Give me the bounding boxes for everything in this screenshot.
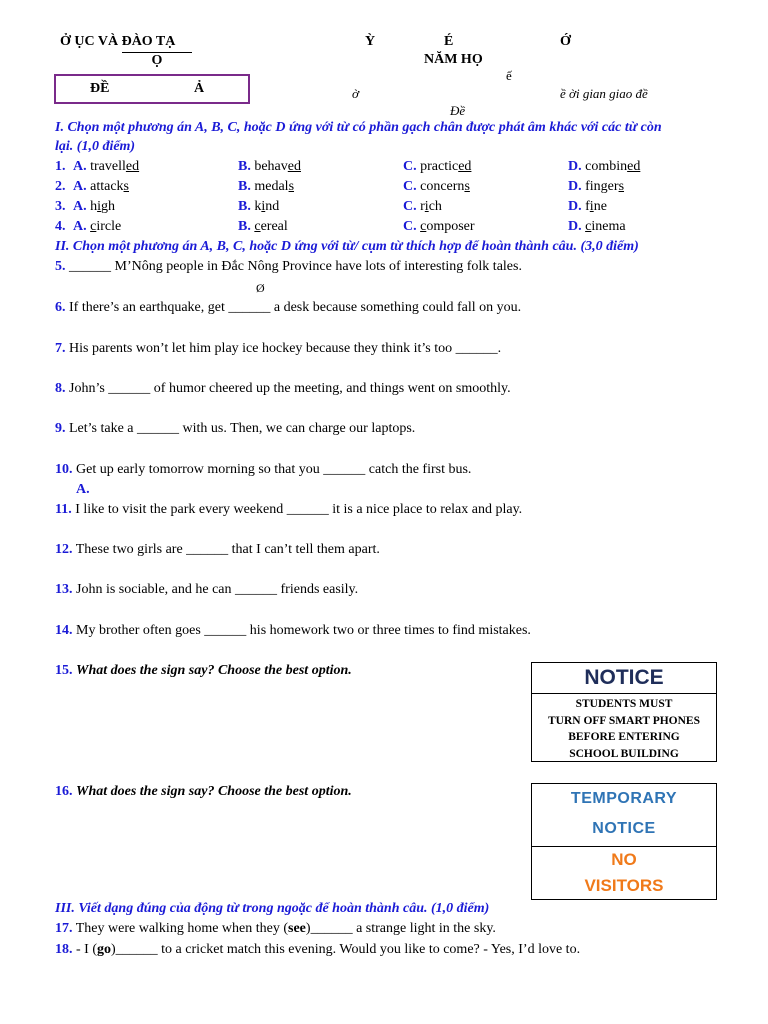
question-row bbox=[55, 542, 380, 558]
q17-post: )______ a strange light in the sky. bbox=[305, 921, 496, 936]
option-word-start: concern bbox=[420, 179, 465, 194]
option-underlined-part: s bbox=[123, 179, 129, 194]
option-underlined-part: i bbox=[424, 199, 429, 214]
question-row bbox=[55, 381, 511, 397]
question-text: My brother often goes ______ his homework two or three times to find mistakes. bbox=[76, 623, 531, 638]
option-letter: D. bbox=[568, 159, 582, 174]
option-letter: A. bbox=[73, 159, 87, 174]
option-underlined-part: i bbox=[97, 199, 102, 214]
option-underlined-part: ed bbox=[458, 159, 472, 174]
question-text: Get up early tomorrow morning so that you ______ catch the first bus. bbox=[76, 462, 472, 477]
section1-title-line2: lại. (1,0 điểm) bbox=[55, 139, 136, 154]
answer-option bbox=[73, 199, 115, 215]
answer-option bbox=[238, 199, 279, 215]
question-text: I like to visit the park every weekend ______ it is a nice place to relax and play. bbox=[75, 502, 523, 517]
header-time-b: ề ời gian giao đề bbox=[560, 86, 648, 101]
question-number: 9. bbox=[55, 421, 66, 436]
question-text: John is sociable, and he can ______ friends easily. bbox=[76, 582, 359, 597]
question-row bbox=[55, 421, 415, 437]
question-row bbox=[55, 462, 471, 478]
question-number: 10. bbox=[55, 462, 73, 477]
question-number: 5. bbox=[55, 259, 66, 274]
option-underlined-part: ed bbox=[287, 159, 301, 174]
answer-option bbox=[403, 179, 470, 195]
question-number: 2. bbox=[55, 179, 66, 194]
q18-verb: go bbox=[97, 942, 111, 957]
question-number: 14. bbox=[55, 623, 73, 638]
question-text: These two girls are ______ that I can’t tell them apart. bbox=[75, 542, 380, 557]
question-number: 8. bbox=[55, 381, 66, 396]
header-right-year: NĂM HỌ bbox=[424, 52, 483, 67]
question-row bbox=[55, 300, 521, 316]
answer-option bbox=[568, 159, 640, 175]
option-word-start: combin bbox=[585, 159, 628, 174]
q15-number: 15. bbox=[55, 663, 73, 678]
sign2-top bbox=[532, 784, 716, 847]
option-word-end: ircle bbox=[96, 219, 122, 234]
header-right-line3: ế bbox=[506, 68, 512, 83]
box-right-text: Ả bbox=[194, 81, 205, 96]
sign2-line4: VISITORS bbox=[584, 876, 664, 895]
header-right-b: É bbox=[444, 34, 454, 49]
sign2-line2: NOTICE bbox=[592, 820, 656, 837]
answer-option bbox=[73, 159, 139, 175]
section3-title: III. Viết dạng đúng của động từ trong ngoặc để hoàn thành câu. (1,0 điểm) bbox=[55, 901, 490, 916]
header-left-line1: Ở ỤC VÀ ĐÀO TẠ bbox=[60, 34, 176, 49]
option-underlined-part: i bbox=[589, 199, 594, 214]
question-number: 1. bbox=[55, 159, 66, 174]
option-letter: D. bbox=[568, 199, 582, 214]
q16-text: What does the sign say? Choose the best option. bbox=[76, 784, 352, 799]
option-underlined-part: c bbox=[420, 219, 427, 234]
box-left-text: ĐỀ bbox=[90, 81, 110, 96]
answer-option bbox=[403, 199, 442, 215]
q15-text: What does the sign say? Choose the best option. bbox=[76, 663, 352, 678]
question-number: 4. bbox=[55, 219, 66, 234]
option-letter: B. bbox=[238, 179, 251, 194]
question-text: If there’s an earthquake, get ______ a desk because something could fall on you. bbox=[69, 300, 522, 315]
option-word-start: k bbox=[254, 199, 262, 214]
option-underlined-part: s bbox=[618, 179, 625, 194]
answer-option bbox=[403, 219, 475, 235]
option-word-start: behav bbox=[254, 159, 288, 174]
option-underlined-part: s bbox=[464, 179, 470, 194]
option-letter: C. bbox=[403, 219, 417, 234]
sign1-body bbox=[532, 694, 716, 762]
header-right-c: Ớ bbox=[560, 34, 571, 49]
header-page-note: Đề bbox=[450, 103, 466, 118]
answer-option bbox=[238, 159, 301, 175]
q16-number: 16. bbox=[55, 784, 73, 799]
option-word-start: finger bbox=[585, 179, 619, 194]
answer-option bbox=[73, 179, 129, 195]
question-row bbox=[55, 623, 531, 639]
answer-option bbox=[238, 219, 288, 235]
option-letter: C. bbox=[403, 159, 417, 174]
option-underlined-part: s bbox=[288, 179, 295, 194]
question-number: 3. bbox=[55, 199, 66, 214]
option-word-end: omposer bbox=[426, 219, 475, 234]
question-text: Let’s take a ______ with us. Then, we can charge our laptops. bbox=[69, 421, 416, 436]
sign1-line: TURN OFF SMART PHONES bbox=[548, 714, 700, 727]
q10-option-letter: A. bbox=[76, 482, 90, 497]
q17-number: 17. bbox=[55, 921, 73, 936]
option-word-end: gh bbox=[101, 199, 116, 214]
question-row bbox=[55, 259, 522, 275]
sign1-line: BEFORE ENTERING bbox=[568, 731, 680, 743]
option-word-start: h bbox=[90, 199, 98, 214]
option-underlined-part: i bbox=[261, 199, 266, 214]
question-row bbox=[55, 341, 501, 357]
option-underlined-part: c bbox=[254, 219, 261, 234]
exam-code-box bbox=[54, 74, 250, 104]
option-word-start: practic bbox=[420, 159, 459, 174]
question-text: His parents won’t let him play ice hockey because they think it’s too ______. bbox=[69, 341, 502, 356]
option-word-end: ereal bbox=[260, 219, 288, 234]
option-letter: C. bbox=[403, 179, 417, 194]
q17-verb: see bbox=[288, 921, 306, 936]
question-number: 11. bbox=[55, 502, 72, 517]
option-letter: A. bbox=[73, 199, 87, 214]
header-time-a: ờ bbox=[352, 86, 359, 101]
option-letter: A. bbox=[73, 219, 87, 234]
answer-option bbox=[568, 179, 624, 195]
option-word-start: medal bbox=[254, 179, 289, 194]
question-row bbox=[55, 502, 522, 518]
option-letter: D. bbox=[568, 179, 582, 194]
option-word-end: inema bbox=[591, 219, 626, 234]
option-letter: B. bbox=[238, 219, 251, 234]
option-word-end: ch bbox=[428, 199, 442, 214]
option-underlined-part: ed bbox=[125, 159, 140, 174]
option-underlined-part: c bbox=[585, 219, 592, 234]
sign2-line1: TEMPORARY bbox=[570, 790, 678, 807]
option-letter: B. bbox=[238, 199, 251, 214]
q16 bbox=[55, 784, 352, 800]
question-text: ______ M’Nông people in Đắc Nông Province have lots of interesting folk tales. bbox=[69, 259, 522, 274]
question-number: 6. bbox=[55, 300, 66, 315]
q18-pre: - I ( bbox=[76, 942, 97, 957]
answer-option bbox=[238, 179, 294, 195]
q5-symbol: Ø bbox=[256, 281, 265, 295]
option-underlined-part: ed bbox=[627, 159, 641, 174]
sign1-line: STUDENTS MUST bbox=[575, 698, 673, 710]
option-word-start: attack bbox=[90, 179, 124, 194]
answer-option bbox=[73, 219, 121, 235]
option-word-start: r bbox=[420, 199, 425, 214]
answer-option bbox=[403, 159, 471, 175]
option-word-end: nd bbox=[265, 199, 280, 214]
question-number: 13. bbox=[55, 582, 73, 597]
option-letter: B. bbox=[238, 159, 251, 174]
section2-title: II. Chọn một phương án A, B, C, hoặc D ứng với từ/ cụm từ thích hợp để hoàn thành câu. (3,0 điểm) bbox=[55, 239, 639, 254]
notice-sign-visitors bbox=[531, 783, 717, 900]
header-right-a: Ỳ bbox=[365, 34, 376, 49]
header-left-line2: Ọ bbox=[122, 52, 192, 69]
question-text: John’s ______ of humor cheered up the meeting, and things went on smoothly. bbox=[69, 381, 511, 396]
option-letter: C. bbox=[403, 199, 417, 214]
q18 bbox=[55, 942, 580, 958]
sign1-line: SCHOOL BUILDING bbox=[569, 747, 679, 760]
q15 bbox=[55, 663, 352, 679]
q17 bbox=[55, 921, 496, 937]
option-word-end: ne bbox=[593, 199, 607, 214]
sign2-line3: NO bbox=[611, 850, 637, 869]
option-letter: A. bbox=[73, 179, 87, 194]
q18-number: 18. bbox=[55, 942, 73, 957]
section1-title-line1: I. Chọn một phương án A, B, C, hoặc D ứng với từ có phần gạch chân được phát âm khác với các từ còn bbox=[55, 120, 662, 135]
option-letter: D. bbox=[568, 219, 582, 234]
question-row bbox=[55, 582, 358, 598]
question-number: 7. bbox=[55, 341, 66, 356]
notice-sign-phones bbox=[531, 662, 717, 762]
sign1-title: NOTICE bbox=[532, 663, 716, 694]
answer-option bbox=[568, 199, 607, 215]
answer-option bbox=[568, 219, 626, 235]
option-word-start: travell bbox=[90, 159, 126, 174]
question-number: 12. bbox=[55, 542, 73, 557]
q17-pre: They were walking home when they ( bbox=[75, 921, 289, 936]
option-word-start: f bbox=[585, 199, 590, 214]
q18-post: )______ to a cricket match this evening. Would you like to come? - Yes, I’d love to. bbox=[111, 942, 581, 957]
option-underlined-part: c bbox=[90, 219, 97, 234]
